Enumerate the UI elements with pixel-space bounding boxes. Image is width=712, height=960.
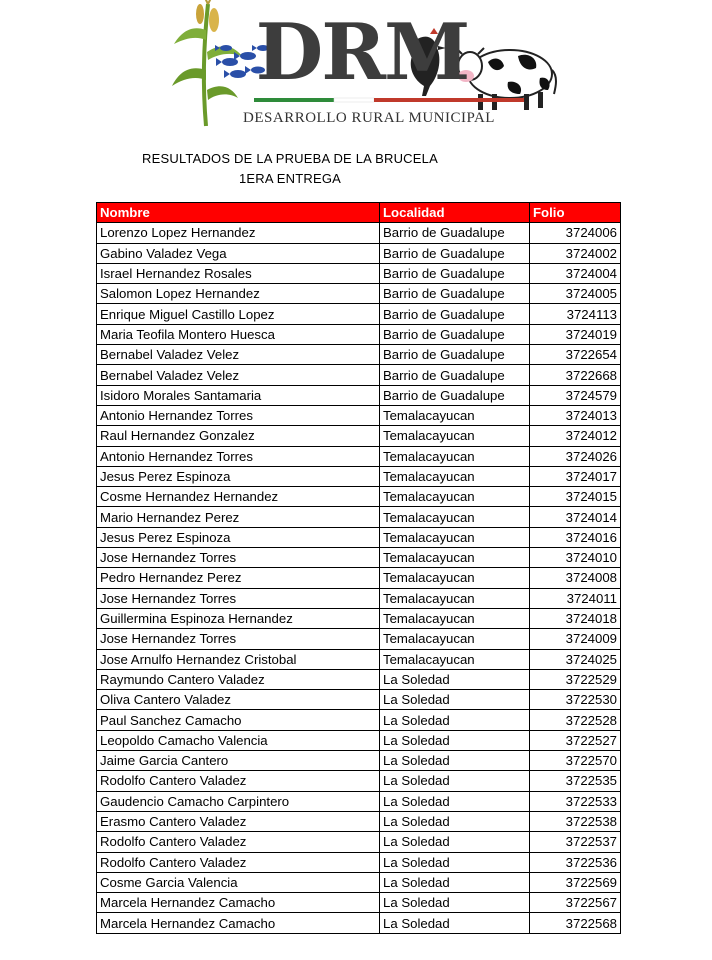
cell-localidad: La Soledad	[380, 791, 530, 811]
header-nombre: Nombre	[97, 203, 380, 223]
cell-folio: 3724019	[530, 324, 621, 344]
cell-folio: 3724006	[530, 223, 621, 243]
document-title: RESULTADOS DE LA PRUEBA DE LA BRUCELA	[142, 151, 438, 166]
table-row	[97, 832, 621, 852]
cell-nombre: Rodolfo Cantero Valadez	[97, 771, 380, 791]
cell-nombre: Lorenzo Lopez Hernandez	[97, 223, 380, 243]
results-table	[96, 202, 621, 934]
cell-nombre: Gabino Valadez Vega	[97, 243, 380, 263]
cell-localidad: Temalacayucan	[380, 487, 530, 507]
cell-localidad: Temalacayucan	[380, 568, 530, 588]
cell-localidad: Temalacayucan	[380, 405, 530, 425]
table-row	[97, 751, 621, 771]
cell-nombre: Raul Hernandez Gonzalez	[97, 426, 380, 446]
cell-localidad: Temalacayucan	[380, 588, 530, 608]
cell-nombre: Isidoro Morales Santamaria	[97, 385, 380, 405]
table-row	[97, 446, 621, 466]
cell-localidad: Temalacayucan	[380, 649, 530, 669]
header-folio: Folio	[530, 203, 621, 223]
cell-folio: 3722569	[530, 872, 621, 892]
cell-nombre: Paul Sanchez Camacho	[97, 710, 380, 730]
cell-localidad: La Soledad	[380, 710, 530, 730]
cell-localidad: Barrio de Guadalupe	[380, 385, 530, 405]
table-body	[97, 223, 621, 933]
cell-localidad: Barrio de Guadalupe	[380, 284, 530, 304]
table-row	[97, 852, 621, 872]
cell-folio: 3724017	[530, 466, 621, 486]
cell-localidad: La Soledad	[380, 751, 530, 771]
cell-localidad: Temalacayucan	[380, 548, 530, 568]
cell-folio: 3724025	[530, 649, 621, 669]
cell-folio: 3722570	[530, 751, 621, 771]
cell-folio: 3722529	[530, 669, 621, 689]
table-row	[97, 385, 621, 405]
cell-localidad: Temalacayucan	[380, 527, 530, 547]
cell-nombre: Oliva Cantero Valadez	[97, 690, 380, 710]
table-row	[97, 345, 621, 365]
cell-localidad: Temalacayucan	[380, 466, 530, 486]
table-row	[97, 243, 621, 263]
cell-localidad: La Soledad	[380, 811, 530, 831]
cell-localidad: Barrio de Guadalupe	[380, 304, 530, 324]
header-localidad: Localidad	[380, 203, 530, 223]
cell-nombre: Maria Teofila Montero Huesca	[97, 324, 380, 344]
cell-nombre: Gaudencio Camacho Carpintero	[97, 791, 380, 811]
table-row	[97, 811, 621, 831]
table-row	[97, 588, 621, 608]
table-row	[97, 649, 621, 669]
cell-folio: 3724009	[530, 629, 621, 649]
cell-localidad: Temalacayucan	[380, 507, 530, 527]
cell-nombre: Antonio Hernandez Torres	[97, 405, 380, 425]
cell-nombre: Israel Hernandez Rosales	[97, 263, 380, 283]
cell-nombre: Mario Hernandez Perez	[97, 507, 380, 527]
table-row	[97, 568, 621, 588]
table-row	[97, 710, 621, 730]
cell-folio: 3724579	[530, 385, 621, 405]
cell-localidad: Barrio de Guadalupe	[380, 243, 530, 263]
table-row	[97, 669, 621, 689]
table-row	[97, 365, 621, 385]
cell-nombre: Cosme Hernandez Hernandez	[97, 487, 380, 507]
table-row	[97, 284, 621, 304]
table-row	[97, 405, 621, 425]
cell-folio: 3724010	[530, 548, 621, 568]
cell-nombre: Jose Hernandez Torres	[97, 629, 380, 649]
cell-folio: 3722668	[530, 365, 621, 385]
cell-folio: 3722654	[530, 345, 621, 365]
table-row	[97, 872, 621, 892]
cell-folio: 3724015	[530, 487, 621, 507]
cell-nombre: Jesus Perez Espinoza	[97, 527, 380, 547]
cell-folio: 3724113	[530, 304, 621, 324]
cell-folio: 3722530	[530, 690, 621, 710]
cell-localidad: La Soledad	[380, 872, 530, 892]
cell-nombre: Bernabel Valadez Velez	[97, 345, 380, 365]
cell-localidad: La Soledad	[380, 730, 530, 750]
cell-nombre: Antonio Hernandez Torres	[97, 446, 380, 466]
cell-localidad: La Soledad	[380, 669, 530, 689]
cell-folio: 3724026	[530, 446, 621, 466]
cell-nombre: Jaime Garcia Cantero	[97, 751, 380, 771]
cell-folio: 3724008	[530, 568, 621, 588]
table-row	[97, 913, 621, 933]
cell-nombre: Rodolfo Cantero Valadez	[97, 852, 380, 872]
table-row	[97, 690, 621, 710]
table-row	[97, 507, 621, 527]
table-row	[97, 263, 621, 283]
tricolor-stripe	[254, 98, 524, 102]
cell-nombre: Jesus Perez Espinoza	[97, 466, 380, 486]
cell-nombre: Marcela Hernandez Camacho	[97, 913, 380, 933]
drm-logo	[168, 0, 560, 132]
table-row	[97, 426, 621, 446]
cell-localidad: Barrio de Guadalupe	[380, 263, 530, 283]
logo-subtitle: DESARROLLO RURAL MUNICIPAL	[243, 110, 495, 126]
cell-folio: 3722533	[530, 791, 621, 811]
cell-nombre: Jose Hernandez Torres	[97, 588, 380, 608]
cell-folio: 3722568	[530, 913, 621, 933]
cell-nombre: Bernabel Valadez Velez	[97, 365, 380, 385]
cell-nombre: Pedro Hernandez Perez	[97, 568, 380, 588]
cell-nombre: Leopoldo Camacho Valencia	[97, 730, 380, 750]
cell-folio: 3722527	[530, 730, 621, 750]
table-row	[97, 466, 621, 486]
cell-nombre: Jose Arnulfo Hernandez Cristobal	[97, 649, 380, 669]
cell-localidad: La Soledad	[380, 690, 530, 710]
cell-folio: 3722535	[530, 771, 621, 791]
cell-nombre: Cosme Garcia Valencia	[97, 872, 380, 892]
table-row	[97, 608, 621, 628]
table-row	[97, 791, 621, 811]
table-row	[97, 893, 621, 913]
cell-folio: 3722567	[530, 893, 621, 913]
cell-nombre: Salomon Lopez Hernandez	[97, 284, 380, 304]
cell-nombre: Guillermina Espinoza Hernandez	[97, 608, 380, 628]
cell-localidad: Temalacayucan	[380, 629, 530, 649]
cell-nombre: Erasmo Cantero Valadez	[97, 811, 380, 831]
cell-localidad: Temalacayucan	[380, 446, 530, 466]
cell-nombre: Marcela Hernandez Camacho	[97, 893, 380, 913]
table-row	[97, 304, 621, 324]
cell-localidad: Barrio de Guadalupe	[380, 223, 530, 243]
cell-localidad: La Soledad	[380, 913, 530, 933]
table-row	[97, 629, 621, 649]
cell-nombre: Enrique Miguel Castillo Lopez	[97, 304, 380, 324]
cell-localidad: Barrio de Guadalupe	[380, 365, 530, 385]
cell-folio: 3722538	[530, 811, 621, 831]
cell-folio: 3724011	[530, 588, 621, 608]
cell-folio: 3724005	[530, 284, 621, 304]
cell-nombre: Rodolfo Cantero Valadez	[97, 832, 380, 852]
cell-folio: 3724004	[530, 263, 621, 283]
cell-nombre: Jose Hernandez Torres	[97, 548, 380, 568]
table-row	[97, 771, 621, 791]
table-row	[97, 548, 621, 568]
cell-folio: 3724016	[530, 527, 621, 547]
cell-localidad: La Soledad	[380, 832, 530, 852]
cell-folio: 3724012	[530, 426, 621, 446]
table-row	[97, 487, 621, 507]
cell-localidad: Barrio de Guadalupe	[380, 345, 530, 365]
cell-folio: 3724013	[530, 405, 621, 425]
cell-folio: 3724002	[530, 243, 621, 263]
cell-localidad: La Soledad	[380, 771, 530, 791]
cell-localidad: La Soledad	[380, 852, 530, 872]
table-row	[97, 527, 621, 547]
cell-folio: 3724014	[530, 507, 621, 527]
table-header-row	[97, 203, 621, 223]
document-subtitle: 1ERA ENTREGA	[238, 171, 342, 186]
cell-localidad: Temalacayucan	[380, 426, 530, 446]
cell-folio: 3722536	[530, 852, 621, 872]
table-row	[97, 223, 621, 243]
table-row	[97, 324, 621, 344]
cell-localidad: Temalacayucan	[380, 608, 530, 628]
cell-nombre: Raymundo Cantero Valadez	[97, 669, 380, 689]
logo-letters: DRM	[255, 7, 469, 98]
table-row	[97, 730, 621, 750]
cell-localidad: La Soledad	[380, 893, 530, 913]
cell-folio: 3722528	[530, 710, 621, 730]
cell-folio: 3722537	[530, 832, 621, 852]
cell-localidad: Barrio de Guadalupe	[380, 324, 530, 344]
cell-folio: 3724018	[530, 608, 621, 628]
